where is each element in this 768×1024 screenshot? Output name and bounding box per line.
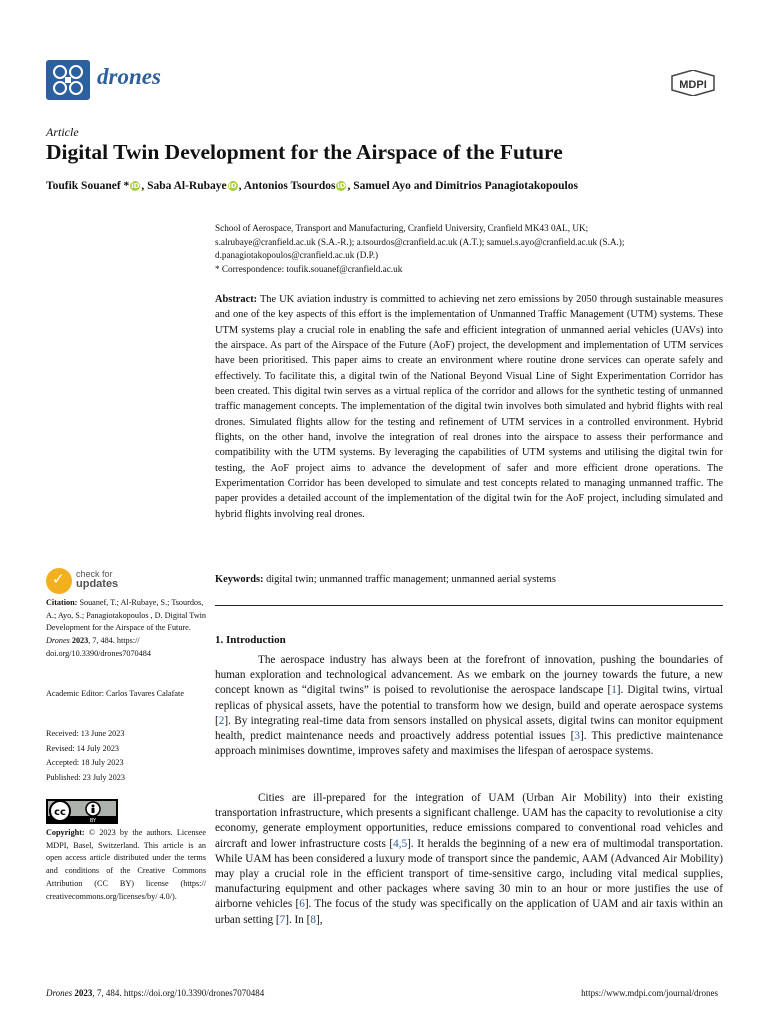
body-paragraph (215, 653, 723, 759)
paragraph-text: ]. This predictive maintenance approach minimises downtime, improves safety and maximises the lifespan of aerospace systems. (215, 730, 723, 758)
author-separator: , (238, 180, 244, 192)
citation-year: 2023 (71, 636, 89, 646)
paragraph-text: ]. It heralds the beginning of a new era of multimodal transportation. While UAM has been considered a luxury mode of transport since the pandemic, AAM (Advanced Air Mobility) may play a crucial role in the efficient transport of time-sensitive cargo, including vital medical supplies, manufacturing equipment and other packages where saving 30 min to an hour or more justifies the use of airborne vehicles [ (215, 837, 723, 911)
author-name[interactable]: Antonios Tsourdos (243, 180, 336, 192)
citation-label: Citation: (46, 598, 78, 607)
citation-journal: Drones (46, 636, 70, 646)
affiliation-emails[interactable]: d.panagiotakopoulos@cranfield.ac.uk (D.P.) (215, 250, 379, 260)
paragraph-text: ]. The focus of the study was specifically on the application of UAM and air taxis within an urban setting [ (215, 898, 724, 926)
orcid-icon[interactable]: iD (228, 182, 237, 190)
orcid-icon[interactable]: iD (131, 182, 140, 190)
mdpi-logo-text: MDPI (679, 79, 707, 91)
abstract-text: The UK aviation industry is committed to achieving net zero emissions by 2050 through sustainable measures and one of the key aspects of this effort is the implementation of Unmanned Traffic Management (UTM) systems. These UTM systems play a crucial role in enabling the safe and efficient integration of unmanned aerial vehicles (UAVs) into the airspace. As part of the Airspace of the Future (AoF) project, the development and implementation of UTM services have been prioritised. This paper aims to create an environment where routine drone services can operate safely and effectively. To facilitate this, a digital twin of the National Beyond Visual Line of Sight Experimentation Corridor has been created. This digital twin serves as a virtual replica of the corridor and allows for the synthetic testing of unmanned traffic management concepts. The implementation of the digital twin involves both simulated and hybrid flights with real drones. Simulated flights allow for the testing and refinement of UTM services in a controlled environment. Hybrid flights, on the other hand, involve the integration of real drones into the airspace to assess their performance and compatibility with the UTM systems. By leveraging the capabilities of UTM systems and utilising the digital twin for testing, the AoF project aims to advance the development of safer and more efficient drone operations. The Experimentation Corridor has been developed to simulate and test concepts related to managing unmanned traffic. The paper provides a detailed account of the implementation of the digital twin for the AoF project, including simulated and hybrid flights involving real drones. (215, 294, 723, 520)
affiliation-block (215, 222, 725, 276)
paper-title: Digital Twin Development for the Airspace of the Future (46, 140, 563, 164)
author-separator: , (347, 180, 354, 192)
paragraph-text: ]. By integrating real-time data from sensors installed on physical assets, digital twins can monitor equipment health, predict maintenance needs and proactively address potential issues [ (215, 714, 723, 743)
citation-volume: , 7, 484. https:// (88, 636, 140, 646)
journal-logo (46, 60, 90, 100)
journal-name: drones (97, 64, 161, 89)
drone-icon (46, 60, 90, 100)
footer-citation (46, 988, 264, 998)
citation-link[interactable]: 8 (310, 913, 316, 926)
article-type: Article (46, 125, 79, 139)
author-name[interactable]: Toufik Souanef * (46, 180, 130, 192)
author-list (46, 180, 578, 192)
citation-link[interactable]: 2 (218, 714, 225, 727)
paragraph-text: ], (315, 913, 323, 926)
divider (215, 605, 723, 606)
affiliation-line: School of Aerospace, Transport and Manufacturing, Cranfield University, Cranfield MK43 0AL, UK; (215, 223, 589, 233)
section-heading: 1. Introduction (215, 634, 286, 646)
correspondence[interactable]: * Correspondence: toufik.souanef@cranfield.ac.uk (215, 263, 403, 274)
footer-doi[interactable]: , 7, 484. https://doi.org/10.3390/drones7070484 (92, 988, 265, 998)
citation-link[interactable]: 4,5 (393, 837, 408, 850)
footer-journal: Drones (46, 988, 73, 998)
date-accepted: Accepted: 18 July 2023 (46, 758, 124, 767)
citation-link[interactable]: 1 (611, 684, 617, 697)
cc-by-license-badge[interactable] (46, 799, 118, 824)
affiliation-emails[interactable]: s.alrubaye@cranfield.ac.uk (S.A.-R.); a.tsourdos@cranfield.ac.uk (A.T.); samuel.s.ayo@cranfield.ac.uk (S.A.); (215, 236, 625, 247)
copyright-label: Copyright: (46, 828, 85, 837)
date-published: Published: 23 July 2023 (46, 772, 125, 782)
keywords-text: digital twin; unmanned traffic management; unmanned aerial systems (266, 574, 556, 585)
citation-doi-link[interactable]: doi.org/10.3390/drones7070484 (46, 648, 151, 658)
cc-icon-label: cc (54, 807, 66, 818)
citation-link[interactable]: 7 (279, 913, 286, 926)
citation-block (46, 597, 206, 661)
abstract (215, 292, 723, 522)
publication-dates (46, 727, 206, 785)
author-name[interactable]: Samuel Ayo and Dimitrios Panagiotakopoulos (353, 180, 578, 192)
paragraph-text: The aerospace industry has always been at the forefront of innovation, pushing the boundaries of human exploration and technological advancement. As we embark on the journey towards the future, a new concept known as “digital twins” is poised to revolutionise the aerospace landscape [ (215, 654, 723, 697)
footer-year: 2023 (74, 988, 93, 998)
citation-text: Souanef, T.; Al-Rubaye, S.; Tsourdos, A.; Ayo, S.; Panagiotakopoulos , D. Digital Twin Development for the Airspace of the Future. (46, 598, 206, 633)
author-separator: , (141, 180, 148, 192)
paragraph-text: ]. Digital twins, virtual replicas of physical assets, have the potential to transform how we design, build and operate aerospace systems [ (215, 684, 723, 727)
mdpi-logo (668, 70, 718, 96)
paragraph-text: ]. In [ (285, 913, 311, 926)
orcid-icon[interactable]: iD (337, 182, 346, 190)
date-revised: Revised: 14 July 2023 (46, 743, 120, 753)
check-updates-line: updates (76, 578, 119, 590)
citation-link[interactable]: 3 (574, 730, 580, 743)
check-updates-text (76, 569, 118, 589)
copyright-text: © 2023 by the authors. Licensee MDPI, Basel, Switzerland. This article is an open access article distributed under the terms and conditions of the Creative Commons Attribution (CC BY) license (https:// creativecommons.org/licenses/by/ 4.0/). (46, 828, 206, 901)
footer-journal-url[interactable]: https://www.mdpi.com/journal/drones (581, 988, 718, 998)
by-label: BY (89, 818, 97, 824)
abstract-label: Abstract: (215, 294, 258, 305)
author-name[interactable]: Saba Al-Rubaye (147, 180, 227, 192)
check-updates-line: check for (76, 569, 113, 579)
copyright-block (46, 827, 206, 903)
citation-link[interactable]: 6 (299, 898, 305, 911)
checkmark-icon: ✓ (46, 568, 72, 594)
body-paragraph (215, 791, 723, 928)
academic-editor: Academic Editor: Carlos Tavares Calafate (46, 689, 184, 698)
keywords (215, 574, 723, 585)
paragraph-text: Cities are ill-prepared for the integration of UAM (Urban Air Mobility) into their existing transportation infrastructure, which presents a significant challenge. UAM has the capacity to revolutionise a city economy, generate employment opportunities, reduce emissions compared to conventional road vehicles and aircraft and lower infrastructure costs [ (215, 792, 723, 850)
keywords-label: Keywords: (215, 574, 264, 585)
date-received: Received: 13 June 2023 (46, 729, 125, 738)
